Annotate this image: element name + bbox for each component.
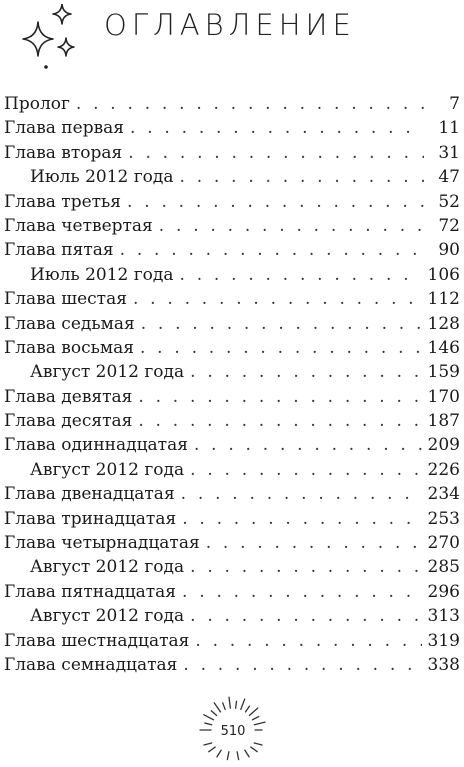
toc-entry-title: Глава вторая [4, 142, 123, 163]
dot-leader [182, 507, 421, 531]
toc-entry [0, 433, 464, 457]
toc-entry-title: Август 2012 года [30, 362, 185, 383]
toc-entry [0, 165, 464, 189]
dot-leader [140, 336, 422, 360]
dot-leader [190, 458, 421, 482]
dot-leader [130, 116, 424, 140]
dot-leader [190, 604, 421, 628]
toc-entry-page: 187 [427, 411, 460, 432]
toc-entry-page: 52 [438, 191, 460, 212]
toc-entry-title: Глава пятая [4, 240, 114, 261]
toc-entry-title: Глава десятая [4, 411, 133, 432]
toc-entry-title: Глава третья [4, 191, 122, 212]
toc-entry-page: 72 [438, 215, 460, 236]
dot-leader [138, 385, 421, 409]
dot-leader [206, 531, 422, 555]
toc-entry-page: 338 [427, 654, 460, 675]
toc-entry-page: 11 [438, 118, 460, 139]
toc-entry-title: Глава седьмая [4, 313, 135, 334]
page-title: ОГЛАВЛЕНИЕ [104, 8, 356, 42]
toc-entry [0, 312, 464, 336]
toc-entry [0, 214, 464, 238]
toc-entry-page: 31 [438, 142, 460, 163]
toc-entry-title: Июль 2012 года [30, 264, 174, 285]
toc-entry [0, 604, 464, 628]
dot-leader [183, 653, 421, 677]
table-of-contents [0, 92, 464, 677]
toc-entry-title: Август 2012 года [30, 459, 185, 480]
toc-entry-page: 234 [427, 484, 460, 505]
page-header [0, 0, 464, 70]
dot-leader [182, 580, 422, 604]
toc-entry-title: Глава тринадцатая [4, 508, 177, 529]
toc-entry [0, 580, 464, 604]
sparkle-stars-icon [16, 4, 86, 74]
toc-entry-page: 170 [427, 386, 460, 407]
toc-entry-page: 146 [427, 337, 460, 358]
toc-entry-title: Июль 2012 года [30, 167, 174, 188]
toc-entry-title: Глава двенадцатая [4, 484, 175, 505]
toc-entry-page: 106 [427, 264, 460, 285]
dot-leader [181, 482, 422, 506]
page-footer [0, 682, 464, 767]
toc-entry [0, 653, 464, 677]
toc-entry-page: 159 [427, 362, 460, 383]
toc-entry [0, 629, 464, 653]
toc-entry [0, 141, 464, 165]
dot-leader [120, 238, 424, 262]
dot-leader [195, 629, 421, 653]
dot-leader [138, 409, 421, 433]
toc-entry-page: 128 [427, 313, 460, 334]
toc-entry [0, 385, 464, 409]
toc-entry [0, 555, 464, 579]
dot-leader [133, 287, 422, 311]
toc-entry-title: Глава первая [4, 118, 125, 139]
dot-leader [180, 165, 425, 189]
toc-entry [0, 116, 464, 140]
toc-entry-title: Глава девятая [4, 386, 133, 407]
toc-entry-page: 209 [427, 435, 460, 456]
toc-entry-title: Глава четырнадцатая [4, 533, 200, 554]
toc-entry [0, 238, 464, 262]
toc-entry-page: 319 [427, 630, 460, 651]
toc-entry-title: Глава пятнадцатая [4, 581, 177, 602]
toc-entry [0, 263, 464, 287]
toc-entry-title: Глава шестнадцатая [4, 630, 190, 651]
toc-entry [0, 531, 464, 555]
toc-entry-title: Август 2012 года [30, 557, 185, 578]
toc-entry [0, 360, 464, 384]
toc-entry-title: Глава семнадцатая [4, 654, 178, 675]
dot-leader [190, 360, 421, 384]
toc-entry-title: Пролог [4, 94, 70, 114]
toc-entry [0, 507, 464, 531]
dot-leader [180, 263, 422, 287]
dot-leader [128, 141, 424, 165]
toc-entry-page: 7 [449, 94, 460, 114]
toc-entry-title: Глава шестая [4, 289, 127, 310]
toc-entry-page: 47 [438, 167, 460, 188]
toc-entry-page: 296 [427, 581, 460, 602]
toc-entry [0, 287, 464, 311]
dot-leader [194, 433, 422, 457]
toc-entry [0, 482, 464, 506]
toc-entry-title: Глава одиннадцатая [4, 435, 188, 456]
toc-entry-page: 112 [427, 289, 460, 310]
dot-leader [141, 312, 422, 336]
toc-entry-page: 253 [427, 508, 460, 529]
dot-leader [159, 214, 424, 238]
toc-entry-page: 90 [438, 240, 460, 261]
toc-entry-page: 313 [427, 606, 460, 627]
toc-entry [0, 190, 464, 214]
toc-entry-page: 226 [427, 459, 460, 480]
toc-entry [0, 409, 464, 433]
toc-entry [0, 92, 464, 116]
page-number: 510 [220, 724, 246, 739]
dot-leader [76, 92, 424, 116]
toc-entry-title: Глава восьмая [4, 337, 134, 358]
dot-leader [190, 555, 421, 579]
toc-entry [0, 336, 464, 360]
toc-entry [0, 458, 464, 482]
toc-entry-title: Август 2012 года [30, 606, 185, 627]
toc-entry-title: Глава четвертая [4, 215, 153, 236]
toc-entry-page: 270 [427, 533, 460, 554]
toc-entry-page: 285 [427, 557, 460, 578]
dot-leader [127, 190, 424, 214]
